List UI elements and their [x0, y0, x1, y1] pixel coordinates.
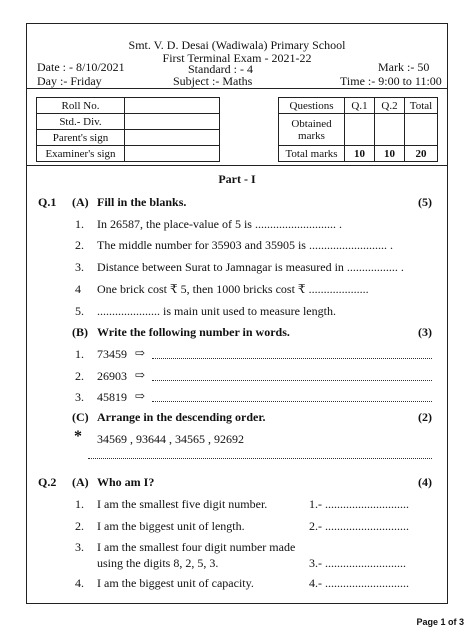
- page-number: Page 1 of 3: [416, 617, 464, 627]
- arrow-right-icon: ⇨: [135, 389, 146, 403]
- q1c-answer-line[interactable]: [88, 458, 432, 459]
- q1a-item-3-number: 3.: [75, 260, 84, 274]
- q2-item-2-number: 2.: [75, 519, 84, 533]
- q1b-item-3-number: 3.: [75, 390, 84, 404]
- roll-no-label: Roll No.: [37, 98, 125, 114]
- q2-item-4-number: 4.: [75, 576, 84, 590]
- exam-title: First Terminal Exam - 2021-22: [162, 51, 312, 65]
- q2a-label: (A): [72, 475, 89, 489]
- questions-header: Questions: [279, 98, 345, 114]
- marks-table: [278, 97, 438, 162]
- q1a-item-4-text: One brick cost ₹ 5, then 1000 bricks cost ₹ ....................: [97, 282, 369, 296]
- exam-date: Date : - 8/10/2021: [37, 60, 125, 74]
- std-div-label: Std.- Div.: [37, 114, 125, 130]
- tables-divider: [26, 165, 448, 166]
- roll-no-field[interactable]: [125, 98, 220, 114]
- arrow-right-icon: ⇨: [135, 346, 146, 360]
- std-div-field[interactable]: [125, 114, 220, 130]
- q1a-item-5-number: 5.: [75, 304, 84, 318]
- school-name: Smt. V. D. Desai (Wadiwala) Primary School: [128, 38, 346, 52]
- q2a-marks: (4): [418, 475, 432, 489]
- q2-item-3-number: 3.: [75, 540, 84, 554]
- part-title: Part - I: [218, 172, 256, 186]
- q2a-title: Who am I?: [97, 475, 155, 489]
- q1b-item-2-answer-line[interactable]: [152, 380, 432, 381]
- q1a-item-1-text: In 26587, the place-value of 5 is ........................... .: [97, 217, 342, 231]
- q2-number: Q.2: [38, 475, 57, 489]
- q2-item-1-text: I am the smallest five digit number.: [97, 497, 268, 511]
- q1b-item-2-number: 2.: [75, 369, 84, 383]
- q2-item-4-answer[interactable]: 4.- ............................: [309, 576, 409, 590]
- q2-item-2-answer[interactable]: 2.- ............................: [309, 519, 409, 533]
- q1c-numbers: 34569 , 93644 , 34565 , 92692: [97, 432, 244, 446]
- q2-item-3-text: I am the smallest four digit number made: [97, 540, 296, 554]
- q2-item-2-text: I am the biggest unit of length.: [97, 519, 245, 533]
- exam-subject: Subject :- Maths: [173, 74, 253, 88]
- exam-day: Day :- Friday: [37, 74, 102, 88]
- q1b-item-1-value: 73459: [97, 347, 127, 361]
- q1c-label: (C): [72, 410, 89, 424]
- q1b-title: Write the following number in words.: [97, 325, 290, 339]
- q2-header: Q.2: [375, 98, 405, 114]
- total-marks-label: Total marks: [279, 146, 345, 162]
- q1a-item-2-text: The middle number for 35903 and 35905 is .......................... .: [97, 238, 393, 252]
- exam-standard: Standard : - 4: [188, 62, 253, 76]
- q2-item-1-number: 1.: [75, 497, 84, 511]
- student-info-table: [36, 97, 220, 162]
- q1-total: 10: [345, 146, 375, 162]
- q1b-item-3-value: 45819: [97, 390, 127, 404]
- arrow-right-icon: ⇨: [135, 368, 146, 382]
- q1b-item-1-answer-line[interactable]: [152, 358, 432, 359]
- q2-item-1-answer[interactable]: 1.- ............................: [309, 497, 409, 511]
- q1b-item-3-answer-line[interactable]: [152, 401, 432, 402]
- q1a-item-5-text: ..................... is main unit used to measure length.: [97, 304, 336, 318]
- q1a-item-2-number: 2.: [75, 238, 84, 252]
- q1c-title: Arrange in the descending order.: [97, 410, 266, 424]
- q1-header: Q.1: [345, 98, 375, 114]
- parent-sign-field[interactable]: [125, 130, 220, 146]
- q2-item-3-answer[interactable]: 3.- ...........................: [309, 556, 406, 570]
- total-obtained-field[interactable]: [405, 114, 438, 146]
- q1b-item-2-value: 26903: [97, 369, 127, 383]
- q1a-title: Fill in the blanks.: [97, 195, 187, 209]
- obtained-marks-label: Obtained marks: [279, 114, 345, 146]
- exam-time: Time :- 9:00 to 11:00: [340, 74, 442, 88]
- q1a-item-4-number: 4: [75, 282, 81, 296]
- header-divider: [26, 88, 448, 89]
- q1a-item-1-number: 1.: [75, 217, 84, 231]
- q2-obtained-field[interactable]: [375, 114, 405, 146]
- q1a-item-3-text: Distance between Surat to Jamnagar is measured in ................. .: [97, 260, 404, 274]
- q1a-marks: (5): [418, 195, 432, 209]
- parent-sign-label: Parent's sign: [37, 130, 125, 146]
- exam-marks: Mark :- 50: [378, 60, 430, 74]
- total-header: Total: [405, 98, 438, 114]
- q1b-item-1-number: 1.: [75, 347, 84, 361]
- star-bullet-icon: *: [74, 428, 82, 445]
- examiner-sign-field[interactable]: [125, 146, 220, 162]
- q2-total: 10: [375, 146, 405, 162]
- q1-obtained-field[interactable]: [345, 114, 375, 146]
- q2-item-4-text: I am the biggest unit of capacity.: [97, 576, 254, 590]
- q1b-label: (B): [72, 325, 88, 339]
- q1b-marks: (3): [418, 325, 432, 339]
- grand-total: 20: [405, 146, 438, 162]
- q1c-marks: (2): [418, 410, 432, 424]
- q1a-label: (A): [72, 195, 89, 209]
- q1-number: Q.1: [38, 195, 57, 209]
- examiner-sign-label: Examiner's sign: [37, 146, 125, 162]
- q2-item-3-text-line2: using the digits 8, 2, 5, 3.: [97, 556, 219, 570]
